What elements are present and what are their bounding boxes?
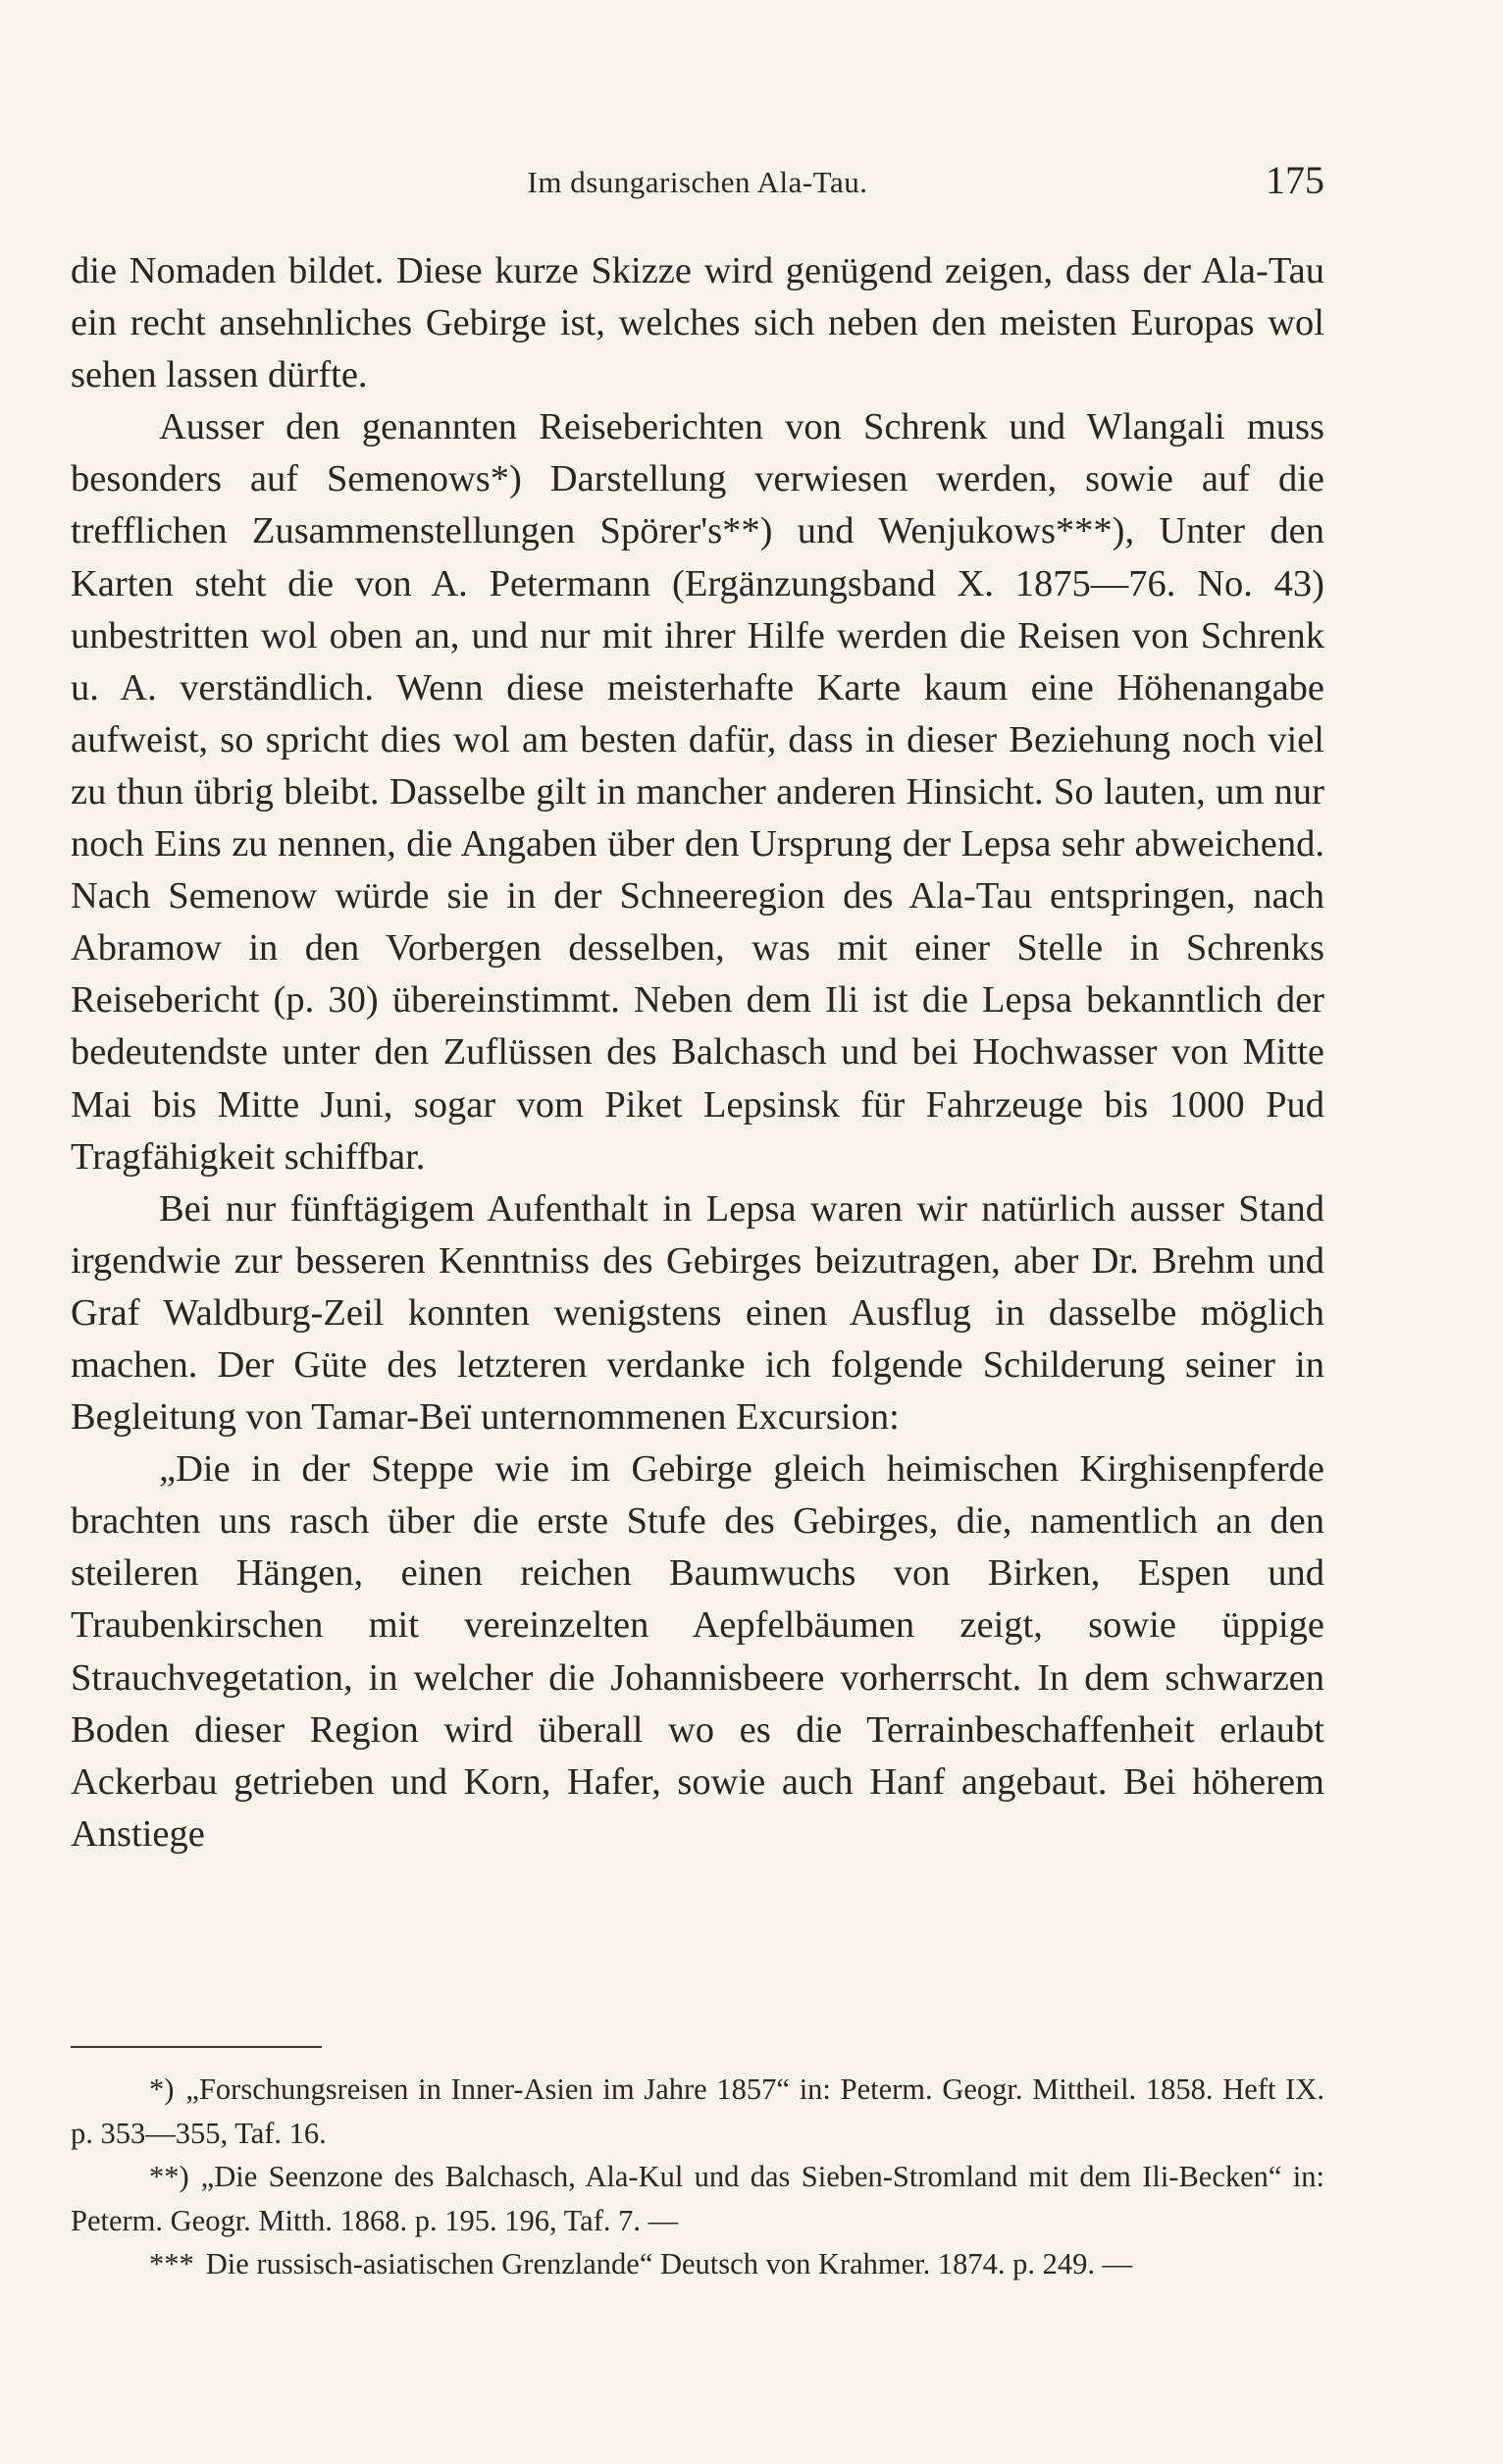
footnote-mark: *): [149, 2072, 175, 2106]
footnote-2: [71, 2155, 1324, 2242]
footnote-mark: ***: [149, 2247, 194, 2281]
page-number: 175: [1266, 158, 1324, 202]
footnotes: [71, 2068, 1324, 2286]
page-header: [71, 157, 1324, 206]
footnote-text: „Die Seenzone des Balchasch, Ala-Kul und das Sieben-Stromland mit dem Ili-Becken“ in: Peterm. Geogr. Mitth. 1868. p. 195. 196, Taf. 7. —: [71, 2160, 1324, 2237]
footnote-1: [71, 2068, 1324, 2155]
paragraph-2: Ausser den genannten Reiseberichten von Schrenk und Wlangali muss besonders auf Semenows*) Darstellung verwiesen werden, sowie auf die trefflichen Zusammenstellungen Spörer's**) und Wenjukows***), Unter den Karten steht die von A. Petermann (Ergänzungsband X. 1875—76. No. 43) unbestritten wol oben an, und nur mit ihrer Hilfe werden die Reisen von Schrenk u. A. verständlich. Wenn diese meisterhafte Karte kaum eine Höhenangabe aufweist, so spricht dies wol am besten dafür, dass in dieser Beziehung noch viel zu thun übrig bleibt. Dasselbe gilt in mancher anderen Hinsicht. So lauten, um nur noch Eins zu nennen, die Angaben über den Ursprung der Lepsa sehr abweichend. Nach Semenow würde sie in der Schneeregion des Ala-Tau entspringen, nach Abramow in den Vorbergen desselben, was mit einer Stelle in Schrenks Reisebericht (p. 30) übereinstimmt. Neben dem Ili ist die Lepsa bekanntlich der bedeutendste unter den Zuflüssen des Balchasch und bei Hochwasser von Mitte Mai bis Mitte Juni, sogar vom Piket Lepsinsk für Fahrzeuge bis 1000 Pud Tragfähigkeit schiffbar.: [71, 406, 1324, 1178]
footnote-3: [71, 2242, 1324, 2286]
paragraph-3: Bei nur fünftägigem Aufenthalt in Lepsa waren wir natürlich ausser Stand irgendwie zur besseren Kenntniss des Gebirges beizutragen, aber Dr. Brehm und Graf Waldburg-Zeil konnten wenigstens einen Ausflug in dasselbe möglich machen. Der Güte des letzteren verdanke ich folgende Schilderung seiner in Begleitung von Tamar-Beï unternommenen Excursion:: [71, 1187, 1324, 1439]
main-text: [71, 245, 1324, 1861]
paragraph-1: die Nomaden bildet. Diese kurze Skizze wird genügend zeigen, dass der Ala-Tau ein recht ansehnliches Gebirge ist, welches sich neben den meisten Europas wol sehen lassen dürfte.: [71, 250, 1324, 396]
paragraph-4: „Die in der Steppe wie im Gebirge gleich heimischen Kirghisenpferde brachten uns rasch über die erste Stufe des Gebirges, die, namentlich an den steileren Hängen, einen reichen Baumwuchs von Birken, Espen und Traubenkirschen mit vereinzelten Aepfelbäumen zeigt, sowie üppige Strauchvegetation, in welcher die Johannisbeere vorherrscht. In dem schwarzen Boden dieser Region wird überall wo es die Terrainbeschaffenheit erlaubt Ackerbau getrieben und Korn, Hafer, sowie auch Hanf angebaut. Bei höherem Anstiege: [71, 1448, 1324, 1855]
footnote-text: „Forschungsreisen in Inner-Asien im Jahre 1857“ in: Peterm. Geogr. Mittheil. 1858. Heft IX. p. 353—355, Taf. 16.: [71, 2072, 1324, 2150]
footnote-divider: [71, 2046, 322, 2048]
running-title: Im dsungarischen Ala-Tau.: [527, 165, 868, 199]
footnote-mark: **): [149, 2160, 189, 2193]
footnote-text: Die russisch-asiatischen Grenzlande“ Deutsch von Krahmer. 1874. p. 249. —: [205, 2247, 1133, 2281]
